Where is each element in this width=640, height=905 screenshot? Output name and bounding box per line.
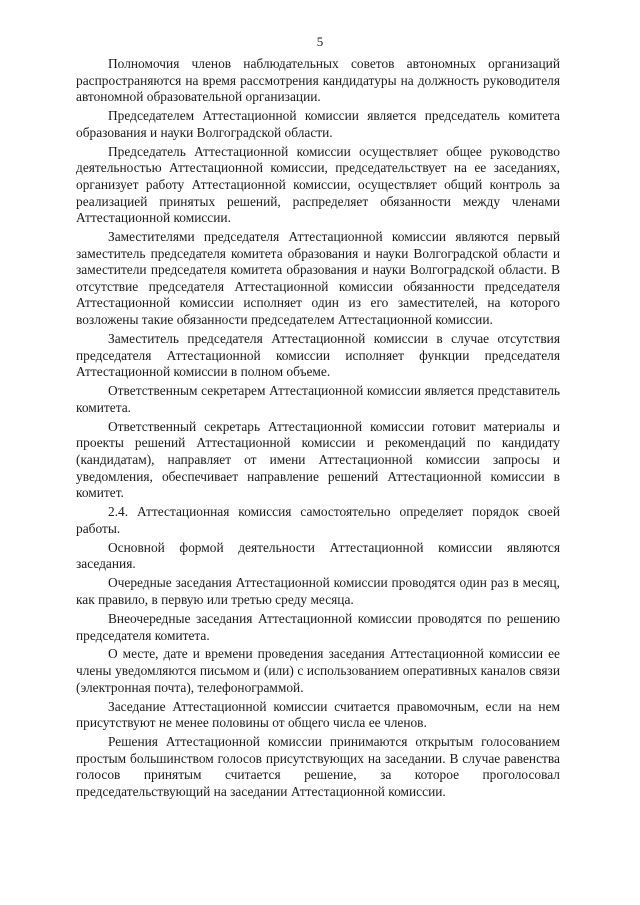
page-number: 5 xyxy=(316,34,324,49)
paragraph-deputies: Заместителями председателя Аттестационной комиссии являются первый заместитель председателя комитета образования и науки Волгоградской области и заместители председателя комитета образования и науки Волгоградской области. В отсутствие председателя Аттестационной комиссии обязанности председателя Аттестационной комиссии исполняет один из его заместителей, на которого возложены такие обязанности председателем Аттестационной комиссии. xyxy=(76,229,560,328)
paragraph-deputy-functions: Заместитель председателя Аттестационной комиссии в случае отсутствия председателя Аттестационной комиссии исполняет функции председателя Аттестационной комиссии в полном объеме. xyxy=(76,331,560,380)
paragraph-chairman: Председателем Аттестационной комиссии является председатель комитета образования и науки Волгоградской области. xyxy=(76,108,560,140)
paragraph-supervisory-boards: Полномочия членов наблюдательных советов автономных организаций распространяются на время рассмотрения кандидатуры на должность руководителя автономной образовательной организации. xyxy=(76,56,560,105)
paragraph-extraordinary-meetings: Внеочередные заседания Аттестационной комиссии проводятся по решению председателя комитета. xyxy=(76,610,560,643)
paragraph-quorum: Заседание Аттестационной комиссии считается правомочным, если на нем присутствуют не менее половины от общего числа ее членов. xyxy=(76,698,560,731)
paragraph-notification: О месте, дате и времени проведения заседания Аттестационной комиссии ее члены уведомляются письмом и (или) с использованием оперативных каналов связи (электронная почта), телефонограммой. xyxy=(76,646,560,695)
paragraph-regular-meetings: Очередные заседания Аттестационной комиссии проводятся один раз в месяц, как правило, в первую или третью среду месяца. xyxy=(76,575,560,607)
paragraph-main-form: Основной формой деятельности Аттестационной комиссии являются заседания. xyxy=(76,539,560,572)
document-body xyxy=(76,56,560,803)
paragraph-chairman-duties: Председатель Аттестационной комиссии осуществляет общее руководство деятельностью Аттестационной комиссии, председательствует на ее заседаниях, организует работу Аттестационной комиссии, осуществляет общий контроль за реализацией принятых решений, распределяет обязанности между членами Аттестационной комиссии. xyxy=(76,143,560,226)
paragraph-secretary: Ответственным секретарем Аттестационной комиссии является представитель комитета. xyxy=(76,383,560,415)
paragraph-secretary-duties: Ответственный секретарь Аттестационной комиссии готовит материалы и проекты решений Аттестационной комиссии и рекомендаций по кандидату (кандидатам), направляет от имени Аттестационной комиссии запросы и уведомления, обеспечивает направление решений Аттестационной комиссии в комитет. xyxy=(76,418,560,501)
paragraph-decisions: Решения Аттестационной комиссии принимаются открытым голосованием простым большинством голосов присутствующих на заседании. В случае равенства голосов принятым считается решение, за которое проголосовал председательствующий на заседании Аттестационной комиссии. xyxy=(76,734,560,800)
paragraph-section-2-4: 2.4. Аттестационная комиссия самостоятельно определяет порядок своей работы. xyxy=(76,504,560,536)
